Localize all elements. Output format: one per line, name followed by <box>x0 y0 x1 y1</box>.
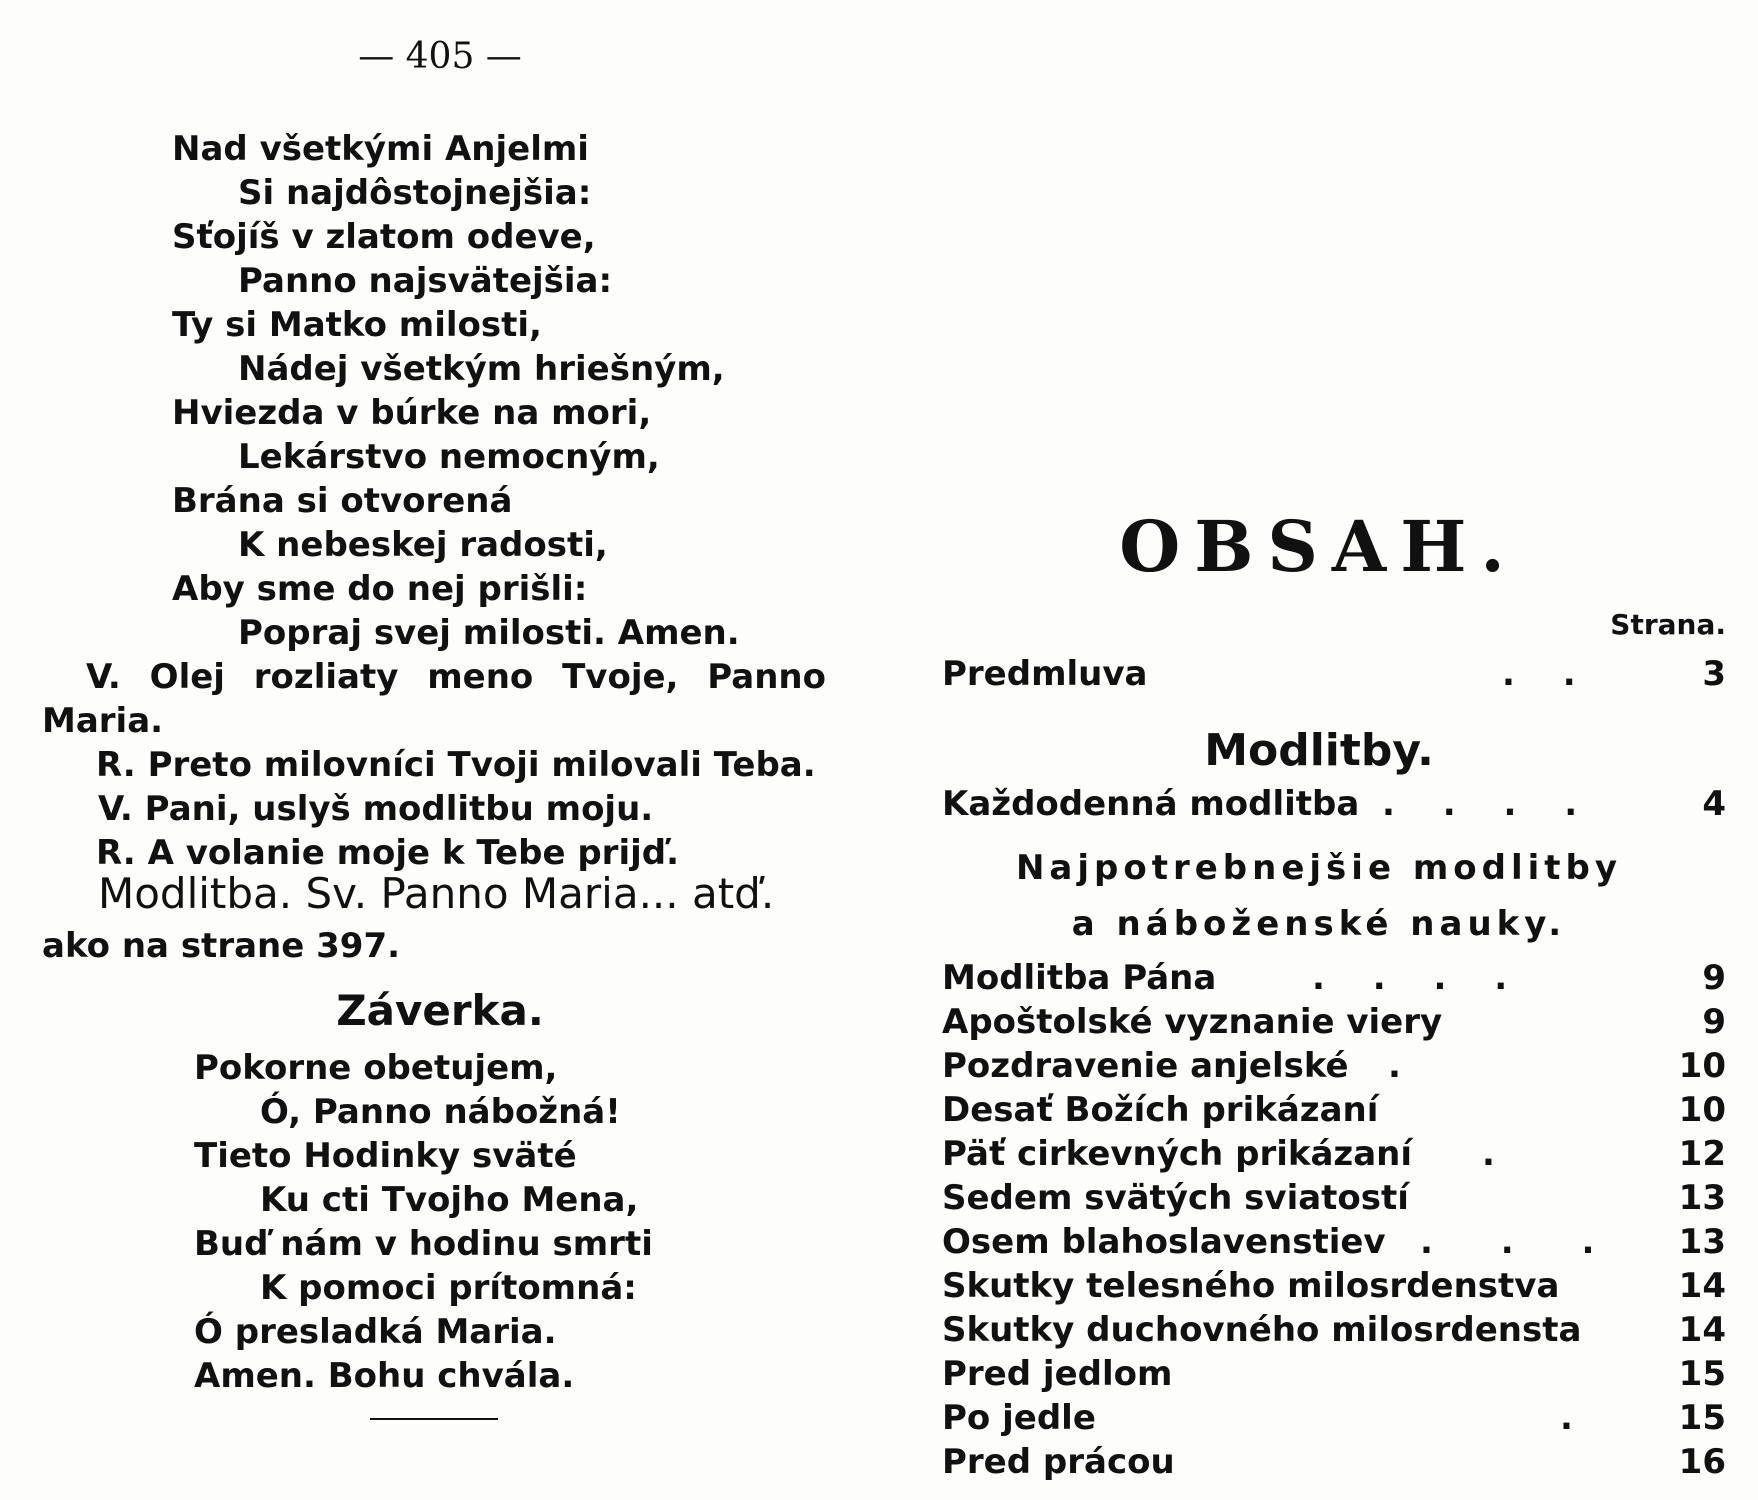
versicle-1-continuation: Maria. <box>42 701 164 741</box>
toc-entry-title: Každodenná modlitba <box>942 784 1360 824</box>
hymn-line: Si najdôstojnejšia: <box>238 173 592 213</box>
toc-entry-page: 10 <box>1678 1046 1726 1086</box>
hymn-line: Aby sme do nej prišli: <box>172 569 588 609</box>
toc-entry-dots: . <box>1482 1134 1513 1174</box>
zaverka-heading: Záverka. <box>336 986 544 1035</box>
toc-entry <box>942 782 1726 826</box>
toc-entry-page: 3 <box>1702 654 1726 694</box>
toc-entry-title: Predmluva <box>942 654 1148 694</box>
toc-entry-page: 13 <box>1678 1222 1726 1262</box>
hymn-line: Nad všetkými Anjelmi <box>172 129 589 169</box>
closing-stanza <box>194 1046 653 1398</box>
toc-entry-page: 15 <box>1678 1354 1726 1394</box>
toc-entry <box>942 1396 1726 1440</box>
toc-entry-page: 15 <box>1678 1398 1726 1438</box>
toc-entry-title: Po jedle <box>942 1398 1096 1438</box>
toc-entry <box>942 1264 1726 1308</box>
hymn-line: Amen. Bohu chvála. <box>194 1356 575 1396</box>
section-heading-continuation: a náboženské nauky. <box>1071 904 1567 944</box>
toc-entry-page: 9 <box>1702 958 1726 998</box>
hymn-line: Panno najsvätejšia: <box>238 261 613 301</box>
toc-entry-page: 16 <box>1678 1442 1726 1482</box>
hymn-line: Tieto Hodinky sväté <box>194 1136 577 1176</box>
toc-entry-dots: . . . . <box>1312 958 1526 998</box>
versicle-2: V. Pani, uslyš modlitbu moju. <box>98 789 654 829</box>
hymn-line: Ó presladká Maria. <box>194 1312 557 1352</box>
toc-entry <box>942 1440 1726 1484</box>
end-rule <box>370 1418 498 1420</box>
hymn-line: Hviezda v búrke na mori, <box>172 393 652 433</box>
hymn-stanza <box>172 127 740 655</box>
toc-entry-page: 12 <box>1678 1134 1726 1174</box>
toc-entry-dots: . . <box>1502 654 1594 694</box>
hymn-line: K pomoci prítomná: <box>260 1268 637 1308</box>
modlitba-reference: Modlitba. Sv. Panno Maria... atď. <box>98 869 775 918</box>
toc-entry-dots: . . . . <box>1382 784 1596 824</box>
toc-entry <box>942 1176 1726 1220</box>
toc-entry-title: Apoštolské vyznanie viery <box>942 1002 1443 1042</box>
toc-entry-title: Päť cirkevných prikázaní <box>942 1134 1413 1174</box>
hymn-line: Lekárstvo nemocným, <box>238 437 660 477</box>
hymn-line: K nebeskej radosti, <box>238 525 608 565</box>
toc-entry <box>942 1000 1726 1044</box>
right-page <box>880 0 1758 1500</box>
toc-entry-title: Skutky telesného milosrdenstva <box>942 1266 1560 1306</box>
response-2: R. A volanie moje k Tebe prijď. <box>96 833 680 873</box>
toc-entry <box>942 1132 1726 1176</box>
versicle-1: V. Olej rozliaty meno Tvoje, Panno <box>86 657 826 697</box>
toc-entry-title: Skutky duchovného milosrdensta <box>942 1310 1582 1350</box>
page-reference: ako na strane 397. <box>42 926 401 966</box>
toc-entry <box>942 956 1726 1000</box>
toc-entry-title: Pozdravenie anjelské <box>942 1046 1349 1086</box>
toc-entry-page: 9 <box>1702 1002 1726 1042</box>
hymn-line: Ty si Matko milosti, <box>172 305 542 345</box>
toc-entry <box>942 1308 1726 1352</box>
hymn-line: Ku cti Tvojho Mena, <box>260 1180 639 1220</box>
modlitby-heading: Modlitby. <box>1204 725 1434 776</box>
toc-entry-title: Osem blahoslavenstiev <box>942 1222 1386 1262</box>
toc-entry-title: Pred jedlom <box>942 1354 1173 1394</box>
toc-entry-page: 14 <box>1678 1310 1726 1350</box>
section-heading: Najpotrebnejšie modlitby <box>1015 848 1623 888</box>
toc-entry-page: 14 <box>1678 1266 1726 1306</box>
hymn-line: Sťojíš v zlatom odeve, <box>172 217 596 257</box>
toc-entry-page: 13 <box>1678 1178 1726 1218</box>
response-1: R. Preto milovníci Tvoji milovali Teba. <box>96 745 816 785</box>
toc-entry <box>942 1352 1726 1396</box>
toc-entry-title: Pred prácou <box>942 1442 1175 1482</box>
toc-entry <box>942 1220 1726 1264</box>
toc-entry-title: Modlitba Pána <box>942 958 1217 998</box>
hymn-line: Ó, Panno nábožná! <box>260 1092 621 1132</box>
toc-entry-dots: . . . <box>1420 1222 1623 1262</box>
hymn-line: Nádej všetkým hriešným, <box>238 349 725 389</box>
toc-entry-dots: . <box>1388 1046 1419 1086</box>
hymn-line: Popraj svej milosti. Amen. <box>238 613 740 653</box>
toc-entry-title: Desať Božích prikázaní <box>942 1090 1379 1130</box>
hymn-line: Buď nám v hodinu smrti <box>194 1224 653 1264</box>
toc-entry-page: 4 <box>1702 784 1726 824</box>
hymn-line: Brána si otvorená <box>172 481 513 521</box>
toc-entry <box>942 1088 1726 1132</box>
page-column-label: Strana. <box>1610 608 1726 641</box>
hymn-line: Pokorne obetujem, <box>194 1048 558 1088</box>
toc-entry-title: Sedem svätých sviatostí <box>942 1178 1409 1218</box>
toc-entry-dots: . <box>1560 1398 1591 1438</box>
toc-entry <box>942 652 1726 696</box>
contents-title: OBSAH. <box>1119 505 1519 588</box>
toc-entry-page: 10 <box>1678 1090 1726 1130</box>
toc-entry <box>942 1044 1726 1088</box>
page-number: — 405 — <box>358 36 522 77</box>
